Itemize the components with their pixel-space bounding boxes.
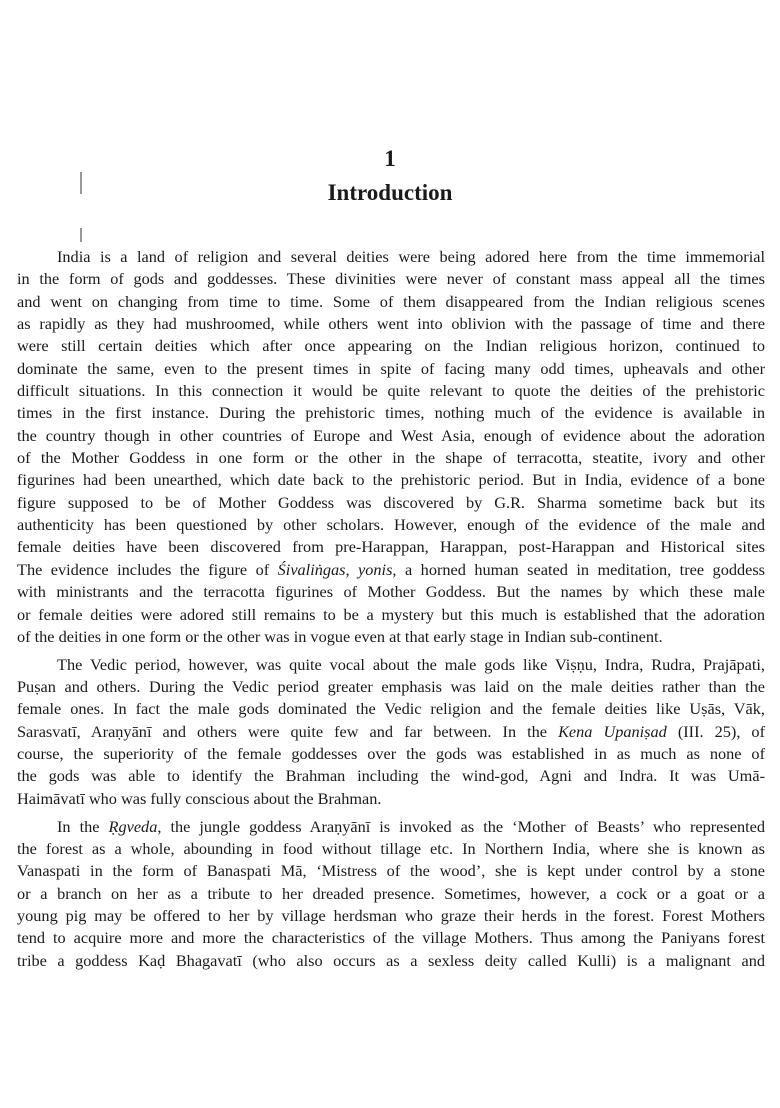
text-segment: , a horned human seated in meditation, tree goddess <box>392 559 766 579</box>
text-segment: Vanaspati in the form of Banaspati Mā, ‘Mistress of the wood’, she is kept under control by a stone <box>17 861 765 881</box>
text-line <box>17 816 765 838</box>
text-segment: The Vedic period, however, was quite vocal about the male gods like Viṣṇu, Indra, Rudra, Prajāpati, <box>57 654 765 674</box>
text-segment: Sarasvatī, Araṇyānī and others were quite few and far between. In the <box>17 721 559 741</box>
text-segment: of the Mother Goddess in one form or the other in the shape of terracotta, steatite, ivory and other <box>17 448 765 468</box>
text-line <box>17 765 765 787</box>
italic-text: Ṛgveda <box>108 816 158 836</box>
italic-text: Śivaliṅgas, yonis <box>277 559 393 579</box>
text-segment: In the <box>57 816 109 836</box>
text-segment: figurines had been unearthed, which date back to the prehistoric period. But in India, evidence of a bone <box>17 470 765 490</box>
text-line <box>17 698 765 720</box>
text-line <box>17 604 765 626</box>
text-line <box>17 469 765 491</box>
text-segment: India is a land of religion and several deities were being adored here from the time immemorial <box>57 247 765 266</box>
text-line <box>17 402 765 424</box>
text-line <box>17 581 765 603</box>
text-line <box>17 883 765 905</box>
text-segment: female ones. In fact the male gods dominated the Vedic religion and the female deities like Uṣās, Vāk, <box>17 699 765 719</box>
paragraph <box>17 816 765 972</box>
text-segment: with ministrants and the terracotta figurines of Mother Goddess. But the names by which these male <box>17 582 765 602</box>
text-line <box>17 268 765 290</box>
text-line <box>17 335 765 357</box>
italic-text: Kena Upaniṣad <box>558 721 667 741</box>
chapter-body <box>17 246 765 978</box>
text-line <box>17 860 765 882</box>
text-segment: or a branch on her as a tribute to her dreaded presence. Sometimes, however, a cock or a goat or a <box>17 883 765 903</box>
text-line <box>17 905 765 927</box>
text-line <box>17 788 765 810</box>
text-segment: the country though in other countries of Europe and West Asia, enough of evidence about the adoration <box>17 425 765 445</box>
text-segment: as rapidly as they had mushroomed, while others went into oblivion with the passage of time and there <box>17 314 765 334</box>
text-line <box>17 927 765 949</box>
text-segment: (III. 25), of <box>666 721 765 741</box>
text-segment: course, the superiority of the female goddesses over the gods was established in as much as none of <box>17 744 765 764</box>
text-line <box>17 721 765 743</box>
text-segment: of the deities in one form or the other was in vogue even at that early stage in Indian sub-continent. <box>17 626 663 646</box>
text-line <box>17 447 765 469</box>
text-segment: dominate the same, even to the present times in spite of facing many odd times, upheavals and other <box>17 358 765 378</box>
text-segment: the gods was able to identify the Brahman including the wind-god, Agni and Indra. It was Umā- <box>17 766 765 786</box>
paragraph <box>17 246 765 648</box>
text-segment: Haimāvatī who was fully conscious about the Brahman. <box>17 788 382 808</box>
text-line <box>17 950 765 972</box>
text-line <box>17 559 765 581</box>
text-line <box>17 291 765 313</box>
text-segment: authenticity has been questioned by other scholars. However, enough of the evidence of the male and <box>17 515 765 535</box>
text-line <box>17 380 765 402</box>
text-segment: tend to acquire more and more the characteristics of the village Mothers. Thus among the Paniyans forest <box>17 928 765 948</box>
text-line <box>17 676 765 698</box>
text-segment: were still certain deities which after once appearing on the Indian religious horizon, continued to <box>17 336 765 356</box>
text-segment: Puṣan and others. During the Vedic period greater emphasis was laid on the male deities rather than the <box>17 677 765 697</box>
text-line <box>17 425 765 447</box>
text-line <box>17 514 765 536</box>
paragraph <box>17 654 765 810</box>
text-segment: in the form of gods and goddesses. These divinities were never of constant mass appeal all the times <box>17 269 765 289</box>
text-segment: tribe a goddess Kaḍ Bhagavatī (who also occurs as a sexless deity called Kulli) is a malignant and <box>17 950 765 970</box>
text-segment: the forest as a whole, abounding in food without tillage etc. In Northern India, where she is known as <box>17 838 765 858</box>
text-segment: difficult situations. In this connection it would be quite relevant to quote the deities of the prehistoric <box>17 381 765 401</box>
chapter-number: 1 <box>384 146 396 171</box>
text-segment: young pig may be offered to her by village herdsman who graze their herds in the forest. Forest Mothers <box>17 905 765 925</box>
text-segment: times in the first instance. During the prehistoric times, nothing much of the evidence is available in <box>17 403 765 423</box>
text-line <box>17 743 765 765</box>
text-line <box>17 313 765 335</box>
text-line <box>17 246 765 268</box>
text-segment: , the jungle goddess Araṇyānī is invoked as the ‘Mother of Beasts’ who represented <box>157 816 765 836</box>
text-segment: The evidence includes the figure of <box>17 559 278 579</box>
text-segment: figure supposed to be of Mother Goddess was discovered by G.R. Sharma sometime back but its <box>17 492 765 512</box>
text-line <box>17 536 765 558</box>
text-line <box>17 838 765 860</box>
text-line <box>17 626 765 648</box>
text-segment: and went on changing from time to time. Some of them disappeared from the Indian religious scenes <box>17 291 765 311</box>
chapter-title: Introduction <box>327 180 453 205</box>
text-line <box>17 492 765 514</box>
text-line <box>17 654 765 676</box>
text-segment: or female deities were adored still remains to be a mystery but this much is established that the adoration <box>17 604 765 624</box>
text-segment: female deities have been discovered from pre-Harappan, Harappan, post-Harappan and Historical sites <box>17 537 765 557</box>
text-line <box>17 358 765 380</box>
scan-artifact <box>80 228 82 242</box>
